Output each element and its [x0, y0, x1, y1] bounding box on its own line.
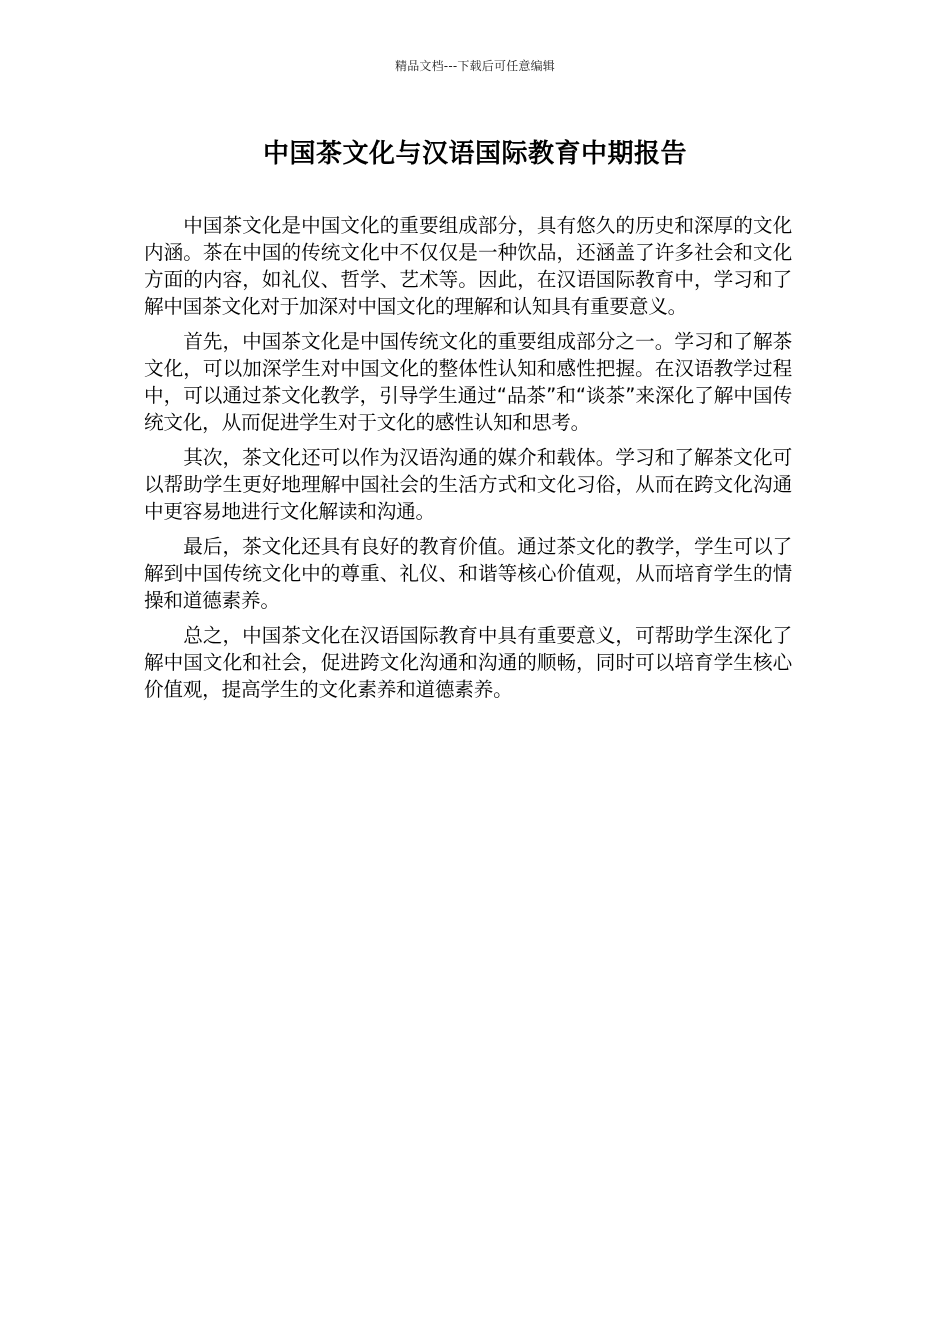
document-body — [144, 212, 792, 711]
paragraph-third-point: 最后，茶文化还具有良好的教育价值。通过茶文化的教学，学生可以了解到中国传统文化中的尊重、礼仪、和谐等核心价值观，从而培育学生的情操和道德素养。 — [144, 535, 792, 612]
document-title: 中国茶文化与汉语国际教育中期报告 — [262, 139, 687, 169]
paragraph-intro: 中国茶文化是中国文化的重要组成部分，具有悠久的历史和深厚的文化内涵。茶在中国的传统文化中不仅仅是一种饮品，还涵盖了许多社会和文化方面的内容，如礼仪、哲学、艺术等。因此，在汉语国际教育中，学习和了解中国茶文化对于加深对中国文化的理解和认知具有重要意义。 — [144, 214, 792, 318]
paragraph-conclusion: 总之，中国茶文化在汉语国际教育中具有重要意义，可帮助学生深化了解中国文化和社会，促进跨文化沟通和沟通的顺畅，同时可以培育学生核心价值观，提高学生的文化素养和道德素养。 — [144, 624, 792, 701]
paragraph-second-point: 其次，茶文化还可以作为汉语沟通的媒介和载体。学习和了解茶文化可以帮助学生更好地理解中国社会的生活方式和文化习俗，从而在跨文化沟通中更容易地进行文化解读和沟通。 — [144, 446, 792, 523]
paragraph-first-point: 首先，中国茶文化是中国传统文化的重要组成部分之一。学习和了解茶文化，可以加深学生对中国文化的整体性认知和感性把握。在汉语教学过程中，可以通过茶文化教学，引导学生通过“品茶”和“谈茶”来深化了解中国传统文化，从而促进学生对于文化的感性认知和思考。 — [144, 330, 792, 434]
header-note: 精品文档---下载后可任意编辑 — [395, 59, 555, 73]
